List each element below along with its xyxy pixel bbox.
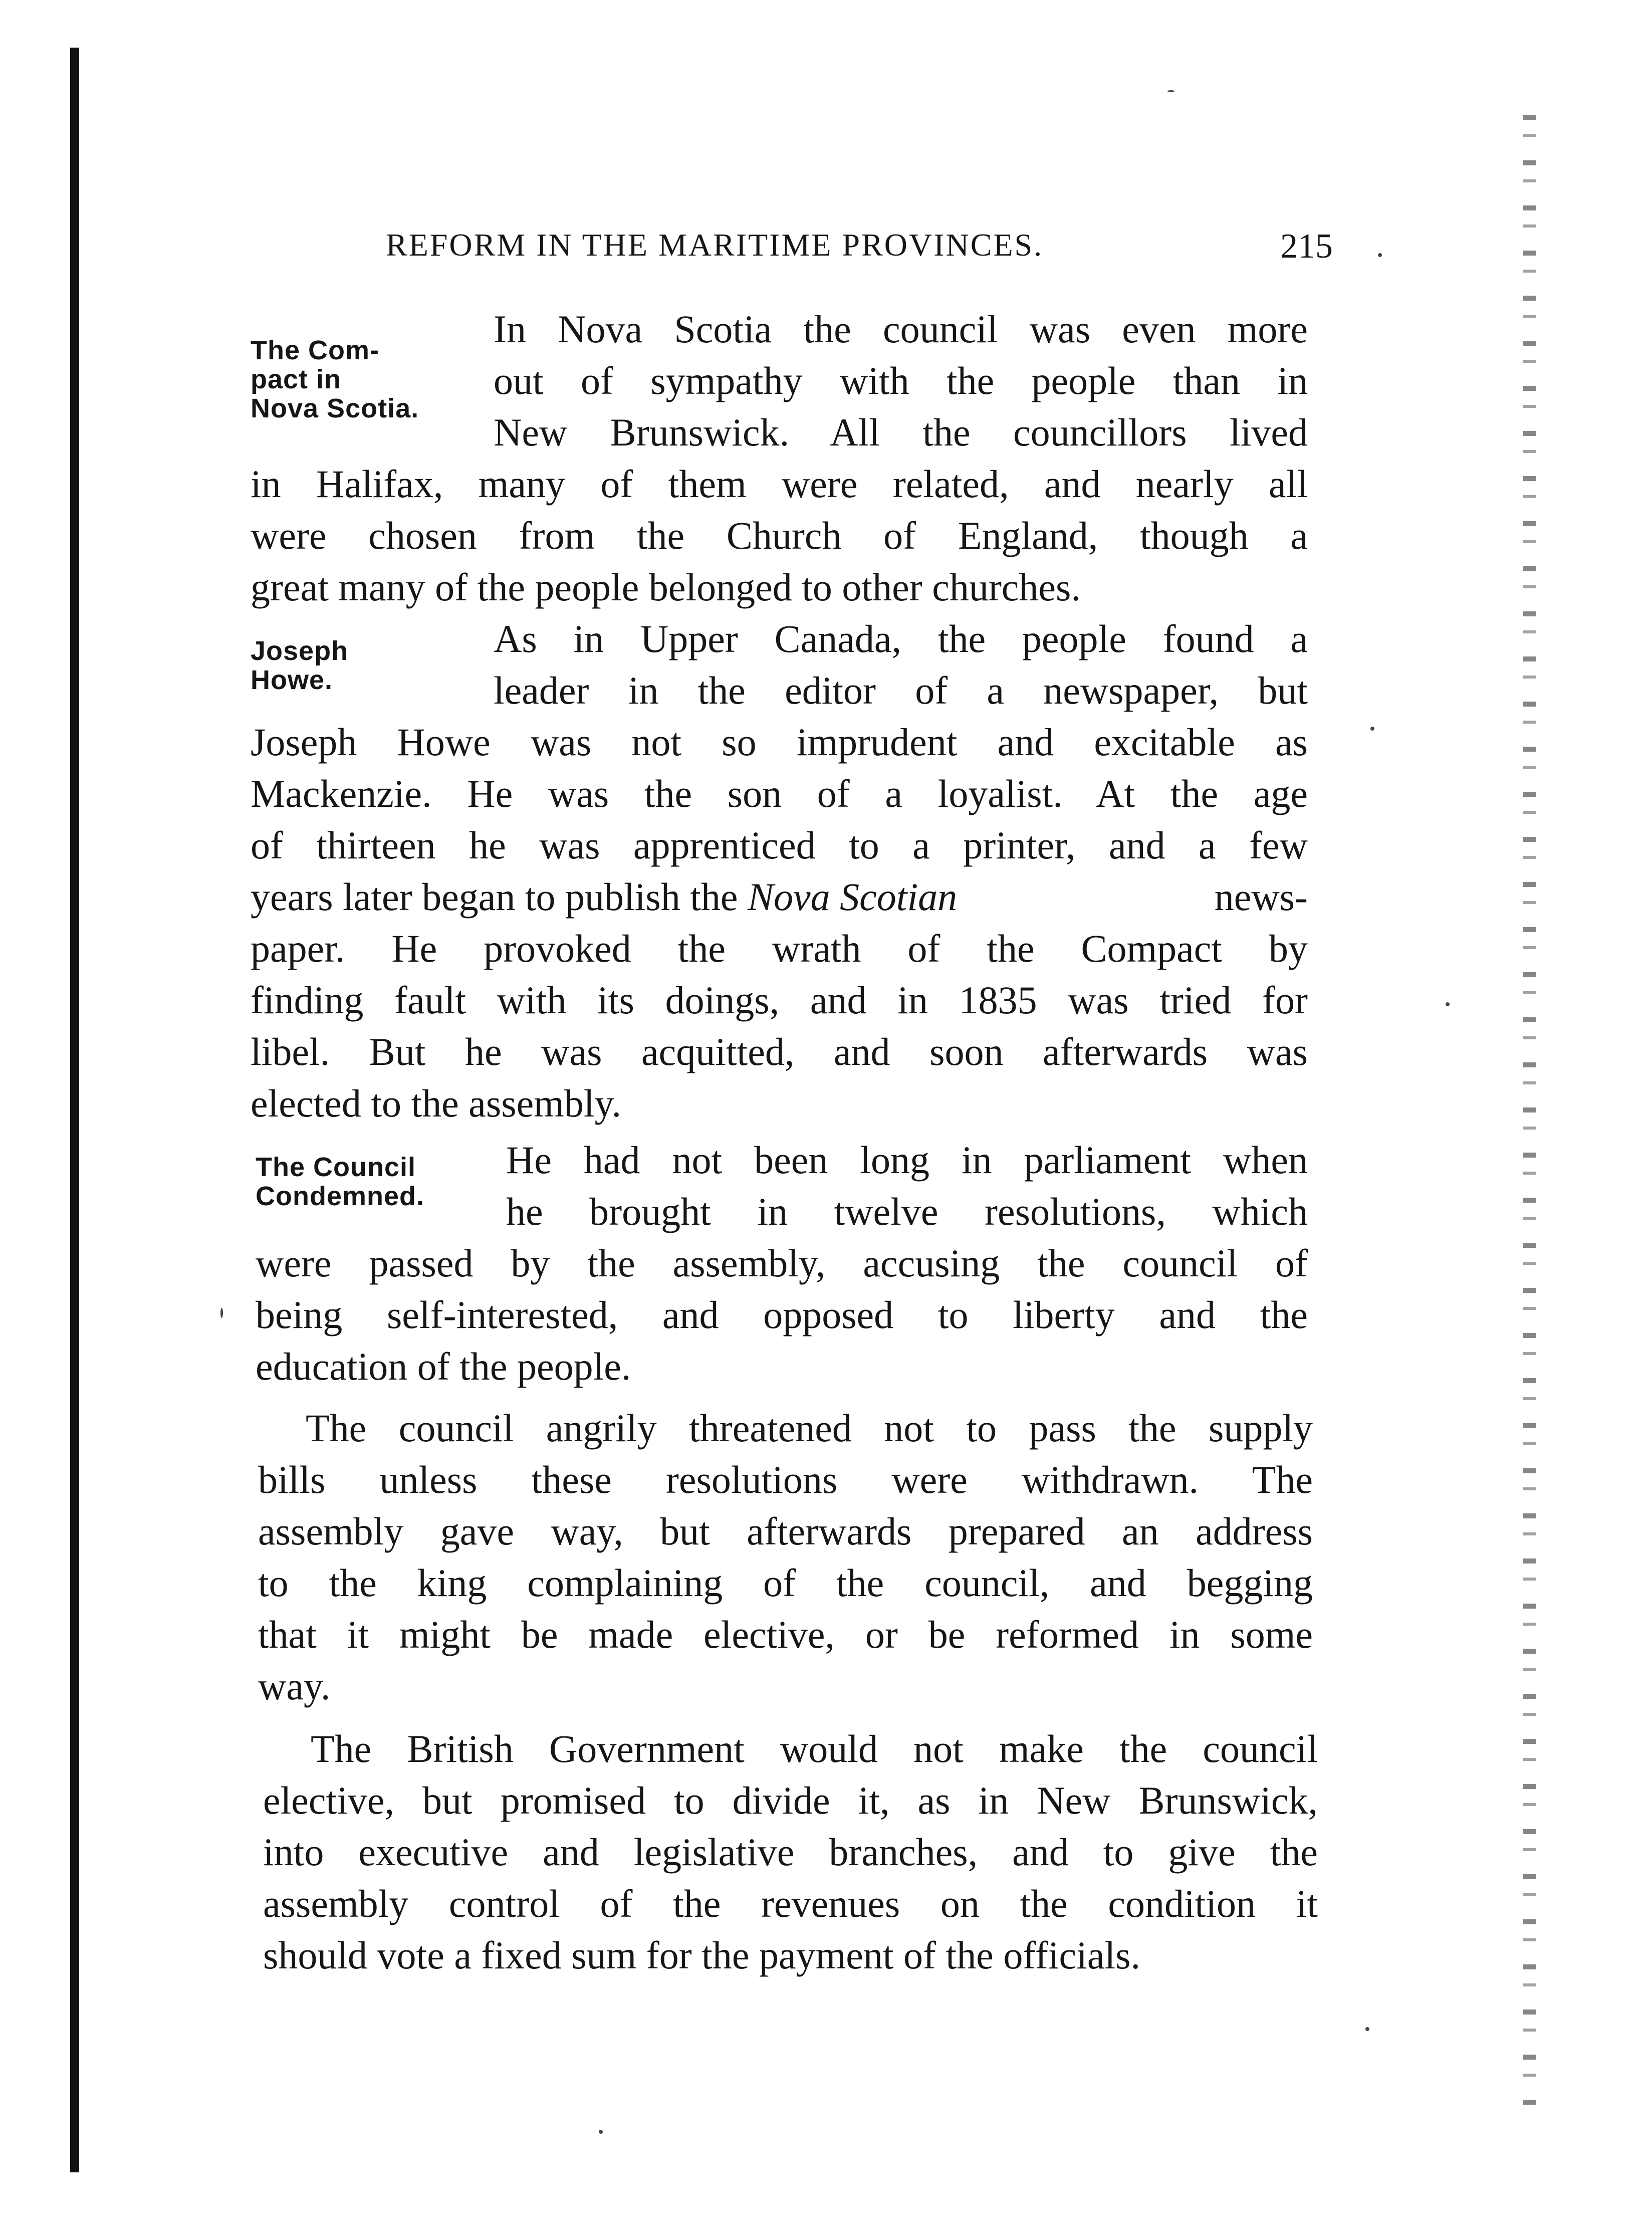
running-header (386, 227, 1333, 267)
running-title: REFORM IN THE MARITIME PROVINCES. (386, 227, 1044, 263)
body-line: leader in the editor of a newspaper, but (494, 668, 1308, 712)
body-line: The council angrily threatened not to pass the supply (306, 1406, 1313, 1450)
body-line: assembly control of the revenues on the condition it (263, 1882, 1318, 1925)
speck (220, 1308, 223, 1318)
body-line: The British Government would not make the council (311, 1727, 1318, 1770)
speck (1378, 253, 1382, 257)
body-line: paper. He provoked the wrath of the Compact by (251, 927, 1308, 970)
body-text-run: news- (1214, 875, 1308, 919)
body-line: to the king complaining of the council, and begging (258, 1561, 1313, 1605)
binding-edge (70, 48, 79, 2172)
sidenote-line: Nova Scotia. (251, 393, 419, 423)
sidenote-line: The Com- (251, 335, 379, 365)
body-line: great many of the people belonged to other churches. (251, 565, 1081, 609)
body-line: he brought in twelve resolutions, which (506, 1190, 1308, 1233)
sidenote-line: Condemned. (256, 1181, 425, 1211)
body-line: that it might be made elective, or be reformed in some (258, 1613, 1313, 1656)
sidenote-line: Joseph (251, 636, 349, 666)
body-text-run: years later began to publish the (251, 875, 738, 919)
body-line: were chosen from the Church of England, though a (251, 514, 1308, 557)
body-line: of thirteen he was apprenticed to a printer, and a few (251, 823, 1308, 867)
body-line: New Brunswick. All the councillors lived (494, 410, 1308, 454)
body-line: elective, but promised to divide it, as in New Brunswick, (263, 1778, 1318, 1822)
body-line: finding fault with its doings, and in 1835 was tried for (251, 978, 1308, 1022)
body-line: out of sympathy with the people than in (494, 359, 1308, 402)
sidenote-line: The Council (256, 1152, 416, 1182)
body-line: bills unless these resolutions were withdrawn. The (258, 1458, 1313, 1501)
speck (599, 2130, 603, 2134)
body-line: into executive and legislative branches, and to give the (263, 1830, 1318, 1874)
body-line: As in Upper Canada, the people found a (494, 617, 1308, 660)
body-line: way. (258, 1664, 331, 1708)
body-line: elected to the assembly. (251, 1081, 622, 1125)
sidenote-compact-nova-scotia (251, 336, 419, 423)
body-line: in Halifax, many of them were related, and nearly all (251, 462, 1308, 506)
body-line: assembly gave way, but afterwards prepared an address (258, 1509, 1313, 1553)
body-line: In Nova Scotia the council was even more (494, 307, 1308, 351)
body-line: libel. But he was acquitted, and soon afterwards was (251, 1030, 1308, 1073)
body-line: Joseph Howe was not so imprudent and excitable as (251, 720, 1308, 764)
body-line-with-italic (251, 872, 1308, 922)
speck (1370, 727, 1374, 731)
body-line: being self-interested, and opposed to liberty and the (256, 1293, 1308, 1336)
speck (1167, 90, 1174, 92)
body-line: Mackenzie. He was the son of a loyalist. At the age (251, 772, 1308, 815)
sidenote-line: Howe. (251, 665, 333, 695)
body-line: education of the people. (256, 1345, 631, 1388)
sidenote-line: pact in (251, 364, 342, 394)
speck (1365, 2027, 1369, 2031)
body-line: He had not been long in parliament when (506, 1138, 1308, 1182)
sidenote-joseph-howe (251, 636, 348, 695)
body-line: should vote a fixed sum for the payment of the officials. (263, 1933, 1140, 1977)
speck (1446, 1002, 1450, 1006)
page-number: 215 (1280, 227, 1333, 266)
page-edge-shadow (1523, 115, 1536, 2110)
sidenote-council-condemned (256, 1153, 424, 1211)
body-line: were passed by the assembly, accusing the council of (256, 1241, 1308, 1285)
newspaper-title: Nova Scotian (748, 875, 958, 919)
